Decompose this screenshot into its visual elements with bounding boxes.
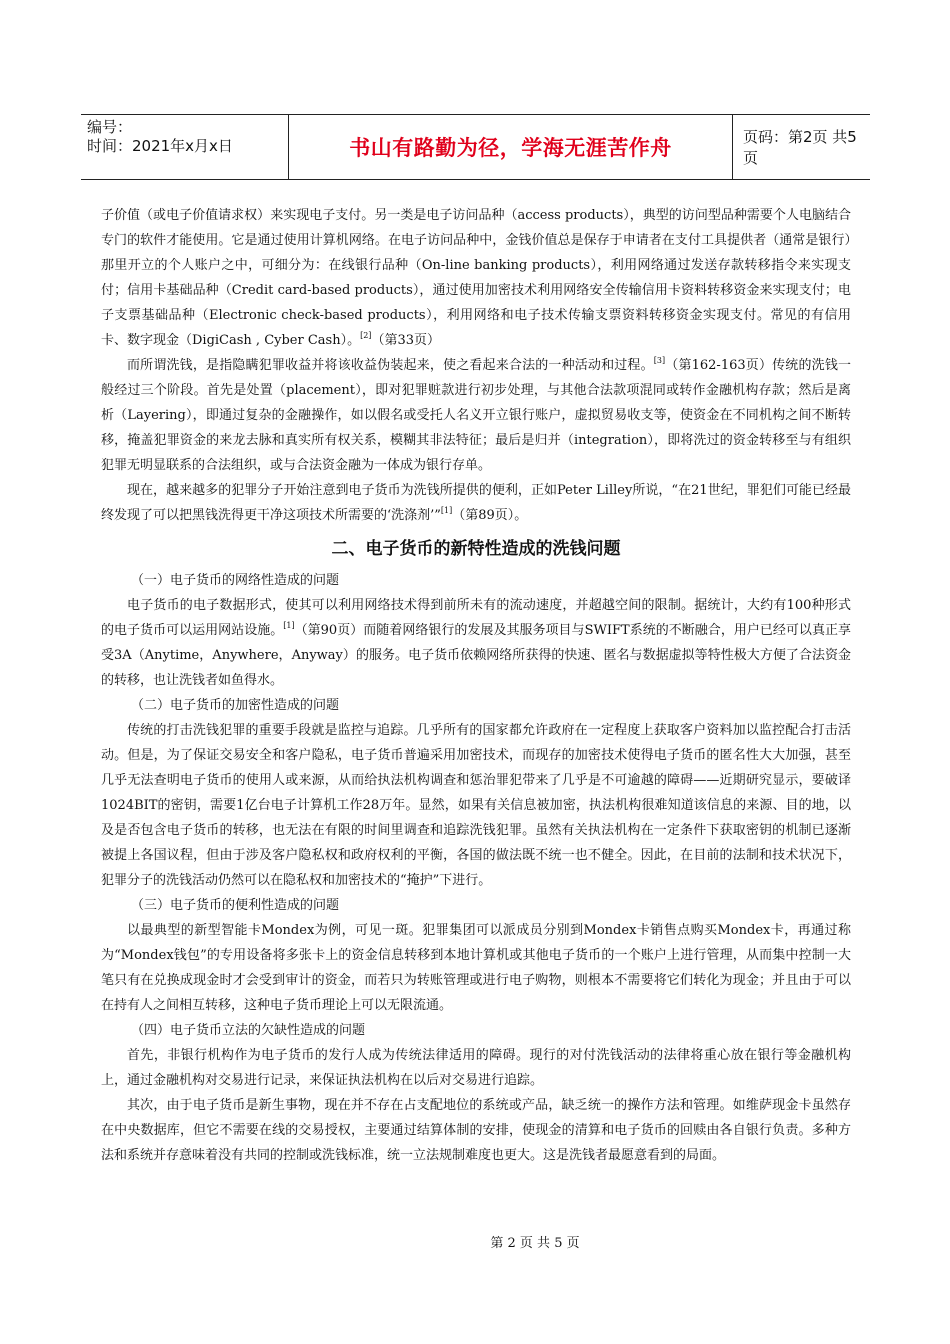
header-page-info: 页码：第2页 共5页 [743,128,857,167]
paragraph: 电子货币的电子数据形式，使其可以利用网络技术得到前所未有的流动速度，并超越空间的限制。据统计，大约有100种形式的电子货币可以运用网站设施。[1]（第90页）而随着网络银行的发展及其服务项目与SWIFT系统的不断融合，用户已经可以真正享受3A（Anytime，Anywhere，Anyway）的服务。电子货币依赖网络所获得的快速、匿名与数据虚拟等特性极大方便了合法资金的转移，也让洗钱者如鱼得水。 [101,598,851,688]
subsection-heading: （三）电子货币的便利性造成的问题 [131,898,340,913]
header-motto: 书山有路勤为径，学海无涯苦作舟 [288,114,733,180]
header-meta [87,118,282,156]
subsection-heading: （二）电子货币的加密性造成的问题 [131,698,340,713]
paragraph: 首先，非银行机构作为电子货币的发行人成为传统法律适用的障碍。现行的对付洗钱活动的法律将重心放在银行等金融机构上，通过金融机构对交易进行记录，来保证执法机构在以后对交易进行追踪。 [101,1048,851,1088]
document-body [101,203,851,1168]
paragraph: 其次，由于电子货币是新生事物，现在并不存在占支配地位的系统或产品，缺乏统一的操作方法和管理。如维萨现金卡虽然存在中央数据库，但它不需要在线的交易授权，主要通过结算体制的安排，使现金的清算和电子货币的回赎由各自银行负责。多种方法和系统并存意味着没有共同的控制或洗钱标准，统一立法规制难度也更大。这是洗钱者最愿意看到的局面。 [101,1098,851,1163]
paragraph: 以最典型的新型智能卡Mondex为例，可见一斑。犯罪集团可以派成员分别到Mondex卡销售点购买Mondex卡，再通过称为“Mondex钱包”的专用设备将多张卡上的资金信息转移到本地计算机或其他电子货币的一个账户上进行管理，从而集中控制一大笔只有在兑换成现金时才会受到审计的资金，而若只为转账管理或进行电子购物，则根本不需要将它们转化为现金；并且由于可以在持有人之间相互转移，这种电子货币理论上可以无限流通。 [101,923,851,1013]
paragraph: 而所谓洗钱，是指隐瞒犯罪收益并将该收益伪装起来，使之看起来合法的一种活动和过程。[3]（第162-163页）传统的洗钱一般经过三个阶段。首先是处置（placement），即对犯罪赃款进行初步处理，与其他合法款项混同或转作金融机构存款；然后是离析（Layering），即通过复杂的金融操作，如以假名或受托人名义开立银行账户，虚拟贸易收支等，使资金在不同机构之间不断转移，掩盖犯罪资金的来龙去脉和真实所有权关系，模糊其非法特征；最后是归并（integration），即将洗过的资金转移至与有组织犯罪无明显联系的合法组织，或与合法资金融为一体成为银行存单。 [101,356,851,473]
paragraph: 传统的打击洗钱犯罪的重要手段就是监控与追踪。几乎所有的国家都允许政府在一定程度上获取客户资料加以监控配合打击活动。但是，为了保证交易安全和客户隐私，电子货币普遍采用加密技术，而现存的加密技术使得电子货币的匿名性大大加强，甚至几乎无法查明电子货币的使用人或来源，从而给执法机构调查和惩治罪犯带来了几乎是不可逾越的障碍——近期研究显示，要破译1024BIT的密钥，需要1亿台电子计算机工作28万年。显然，如果有关信息被加密，执法机构很难知道该信息的来源、目的地，以及是否包含电子货币的转移，也无法在有限的时间里调查和追踪洗钱犯罪。虽然有关执法机构在一定条件下获取密钥的机制已逐渐被提上各国议程，但由于涉及客户隐私权和政府权利的平衡，各国的做法既不统一也不健全。因此，在目前的法制和技术状况下，犯罪分子的洗钱活动仍然可以在隐私权和加密技术的“掩护”下进行。 [101,723,851,888]
citation: [3] [653,356,666,365]
citation: [1] [283,621,295,630]
citation: [2] [360,331,372,340]
paragraph: 现在，越来越多的犯罪分子开始注意到电子货币为洗钱所提供的便利，正如Peter Lilley所说，“在21世纪，罪犯们可能已经最终发现了可以把黑钱洗得更干净这项技术所需要的‘洗涤剂’”[1]（第89页）。 [101,483,851,523]
section-heading: 二、电子货币的新特性造成的洗钱问题 [331,539,621,559]
number-label: 编号： [87,118,133,136]
time-label: 时间：2021年x月x日 [87,137,233,155]
paragraph: 子价值（或电子价值请求权）来实现电子支付。另一类是电子访问品种（access products），典型的访问型品种需要个人电脑结合专门的软件才能使用。它是通过使用计算机网络。在电子访问品种中，金钱价值总是保存于申请者在支付工具提供者（通常是银行）那里开立的个人账户之中，可细分为：在线银行品种（On-line banking products），利用网络通过发送存款转移指令来实现支付；信用卡基础品种（Credit card-based products），通过使用加密技术利用网络安全传输信用卡资料转移资金来实现支付；电子支票基础品种（Electronic check-based products），利用网络和电子技术传输支票资料转移资金实现支付。常见的有信用卡、数字现金（DigiCash , Cyber Cash）。[2]（第33页） [101,208,851,348]
citation: [1] [440,506,453,515]
page-header [81,114,870,180]
subsection-heading: （四）电子货币立法的欠缺性造成的问题 [131,1023,366,1038]
page-footer: 第 2 页 共 5 页 [490,1236,580,1251]
subsection-heading: （一）电子货币的网络性造成的问题 [131,573,340,588]
